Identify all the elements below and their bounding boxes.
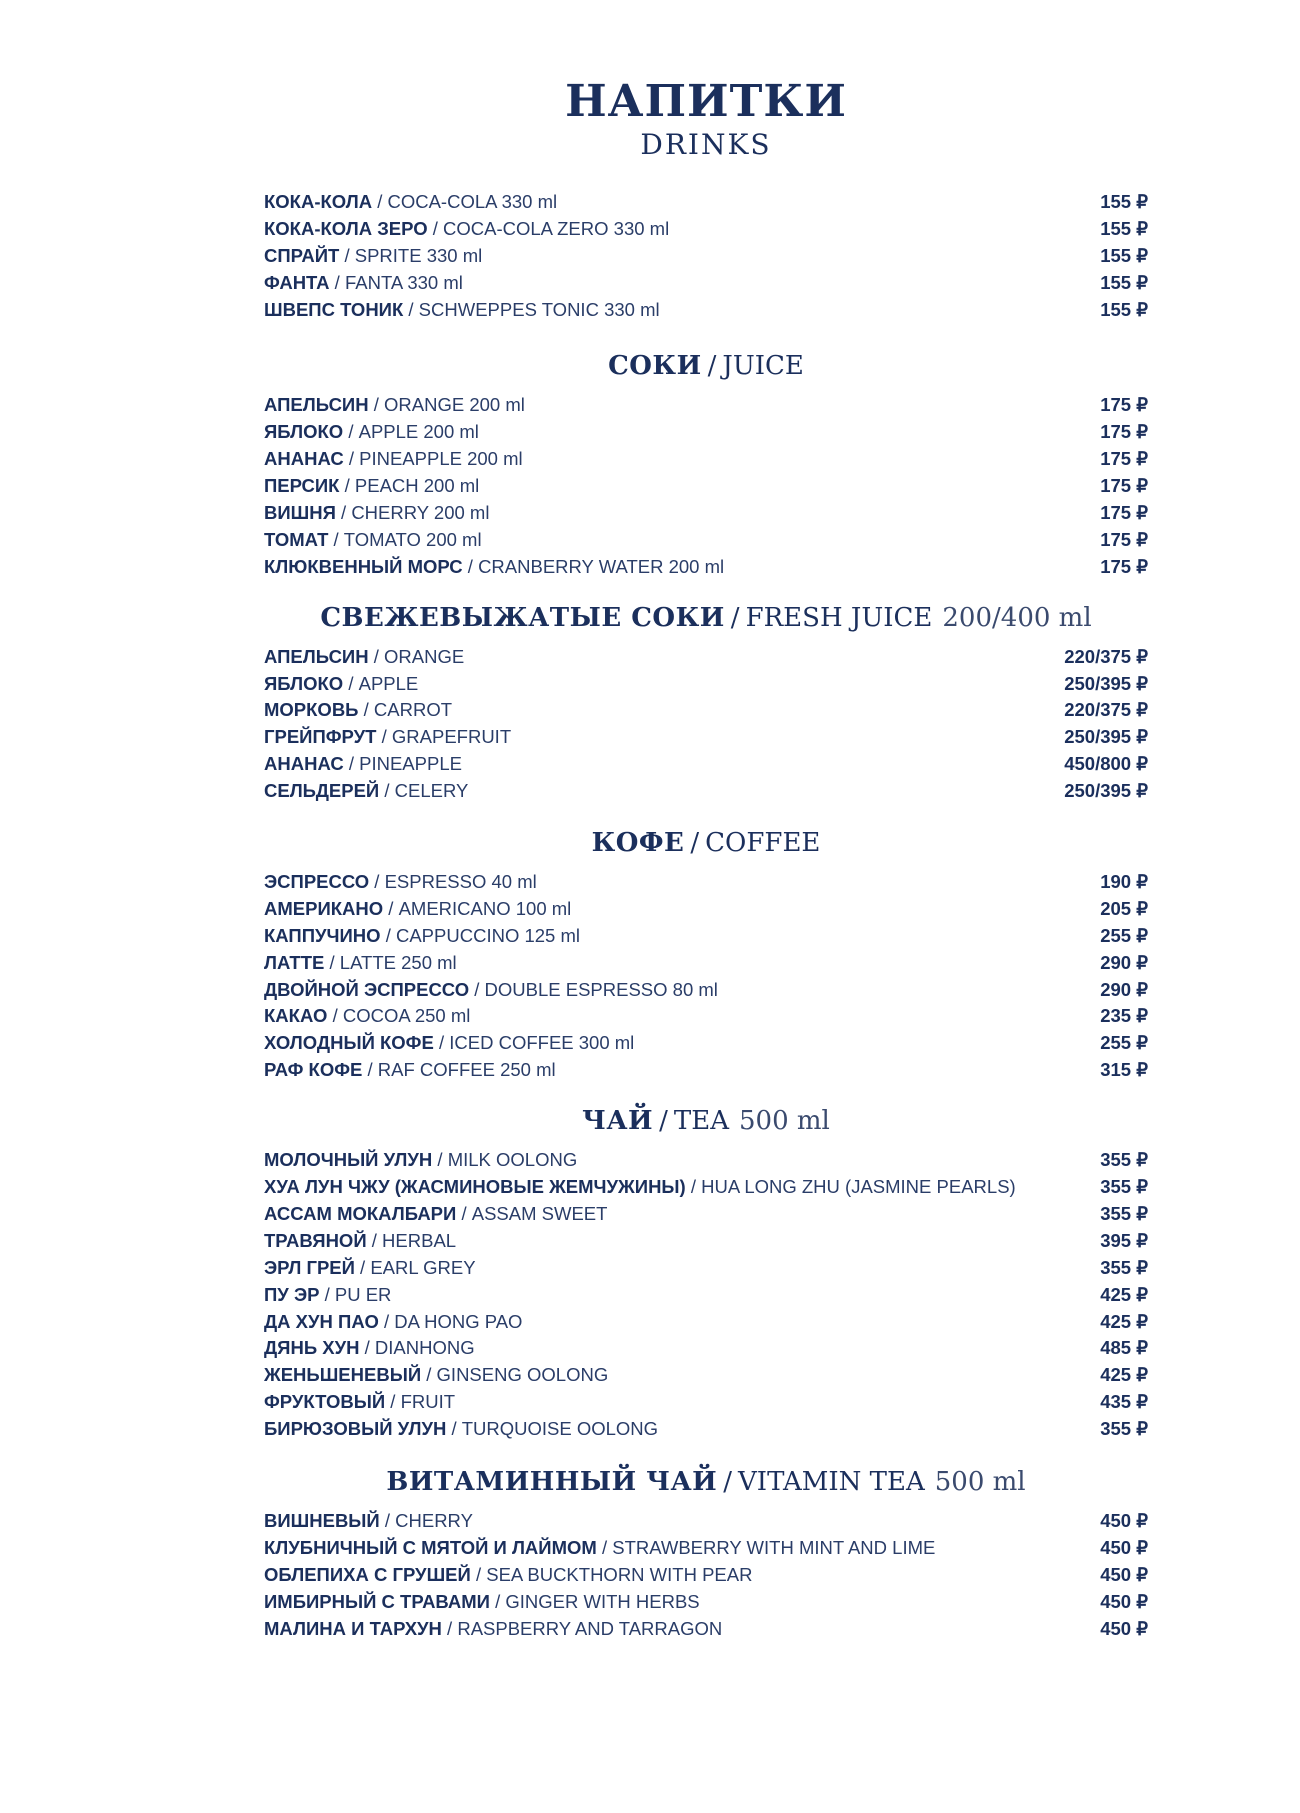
item-list — [264, 644, 1148, 805]
section-title-ru: ВИТАМИННЫЙ ЧАЙ — [386, 1466, 718, 1497]
menu-item — [264, 1030, 1148, 1057]
item-name-ru: ПЕРСИК — [264, 475, 340, 497]
item-price: 255 ₽ — [1100, 1032, 1148, 1054]
menu-item — [264, 644, 1148, 671]
item-name-ru: АССАМ МОКАЛБАРИ — [264, 1202, 457, 1224]
item-name-ru: АНАНАС — [264, 448, 344, 470]
section-title-ru: ЧАЙ — [582, 1106, 654, 1137]
section-title-separator: / — [690, 828, 700, 859]
section-coffee — [264, 827, 1148, 1084]
menu-item — [264, 923, 1148, 950]
menu-page — [264, 78, 1148, 1642]
item-name-en: / GRAPEFRUIT — [376, 726, 512, 748]
item-name-ru: ОБЛЕПИХА С ГРУШЕЙ — [264, 1563, 471, 1585]
item-name-ru: АПЕЛЬСИН — [264, 645, 369, 667]
item-name-en: / TURQUOISE OOLONG — [446, 1418, 659, 1440]
item-name-ru: БИРЮЗОВЫЙ УЛУН — [264, 1418, 447, 1440]
menu-item — [264, 869, 1148, 896]
section-volume: 500 ml — [934, 1466, 1026, 1497]
item-name-ru: АНАНАС — [264, 753, 344, 775]
item-price: 450 ₽ — [1100, 1563, 1148, 1585]
item-name-ru: ШВЕПС ТОНИК — [264, 298, 404, 320]
item-price: 450/800 ₽ — [1064, 753, 1148, 775]
menu-item — [264, 554, 1148, 581]
item-name-en: / TOMATO 200 ml — [328, 528, 482, 550]
menu-title-en: DRINKS — [640, 128, 772, 161]
item-name-en: / EARL GREY — [354, 1256, 476, 1278]
item-price: 425 ₽ — [1100, 1283, 1148, 1305]
item-price: 450 ₽ — [1100, 1617, 1148, 1639]
menu-item — [264, 1589, 1148, 1616]
menu-item — [264, 473, 1148, 500]
item-name-ru: КАППУЧИНО — [264, 924, 381, 946]
item-name-en: / FRUIT — [385, 1391, 456, 1413]
item-name-en: / DA HONG PAO — [378, 1310, 523, 1332]
item-name-en: / GINGER WITH HERBS — [489, 1590, 700, 1612]
menu-title-ru: НАПИТКИ — [565, 76, 847, 127]
item-name-ru: МОРКОВЬ — [264, 699, 359, 721]
menu-item — [264, 216, 1148, 243]
item-name-ru: ФРУКТОВЫЙ — [264, 1391, 386, 1413]
item-price: 450 ₽ — [1100, 1509, 1148, 1531]
item-name-ru: ГРЕЙПФРУТ — [264, 726, 377, 748]
item-list — [264, 392, 1148, 580]
menu-item — [264, 1201, 1148, 1228]
item-price: 425 ₽ — [1100, 1364, 1148, 1386]
item-price: 155 ₽ — [1100, 217, 1148, 239]
item-name-ru: ЛАТТЕ — [264, 951, 325, 973]
item-name-ru: МОЛОЧНЫЙ УЛУН — [264, 1149, 433, 1171]
item-price: 255 ₽ — [1100, 924, 1148, 946]
item-name-ru: КОКА-КОЛА ЗЕРО — [264, 217, 428, 239]
menu-item — [264, 419, 1148, 446]
item-name-ru: КЛЮКВЕННЫЙ МОРС — [264, 555, 463, 577]
item-name-en: / ASSAM SWEET — [456, 1202, 608, 1224]
menu-item — [264, 1282, 1148, 1309]
item-name-en: / APPLE 200 ml — [343, 421, 479, 443]
menu-item — [264, 1057, 1148, 1084]
item-price: 175 ₽ — [1100, 394, 1148, 416]
menu-item — [264, 500, 1148, 527]
item-name-en: / LATTE 250 ml — [324, 951, 457, 973]
item-name-en: / RASPBERRY AND TARRAGON — [441, 1617, 723, 1639]
item-name-ru: КОКА-КОЛА — [264, 191, 378, 212]
item-name-en: / PEACH 200 ml — [339, 475, 480, 497]
section-title-en: JUICE — [722, 351, 804, 382]
menu-item — [264, 1362, 1148, 1389]
item-name-en: / CRANBERRY WATER 200 ml — [462, 555, 725, 577]
item-price: 355 ₽ — [1100, 1202, 1148, 1224]
item-name-ru: ЭРЛ ГРЕЙ — [264, 1256, 355, 1278]
item-name-en: / FANTA 330 ml — [329, 271, 463, 293]
item-name-en: / CAPPUCCINO 125 ml — [380, 924, 580, 946]
item-name-en: / CHERRY 200 ml — [335, 502, 490, 524]
menu-item — [264, 1616, 1148, 1643]
menu-item — [264, 270, 1148, 297]
item-name-en: / MILK OOLONG — [432, 1149, 578, 1171]
menu-item — [264, 724, 1148, 751]
item-name-en: / ESPRESSO 40 ml — [369, 871, 537, 893]
item-price: 220/375 ₽ — [1064, 645, 1148, 667]
item-list — [264, 1147, 1148, 1443]
section-heading — [264, 350, 1148, 382]
item-name-en: / CHERRY — [379, 1509, 473, 1531]
section-volume: 500 ml — [738, 1106, 830, 1137]
section-juice — [264, 350, 1148, 580]
item-name-en: / PU ER — [319, 1283, 392, 1305]
menu-item — [264, 1416, 1148, 1443]
item-price: 235 ₽ — [1100, 1005, 1148, 1027]
section-heading — [264, 1466, 1148, 1498]
section-title-separator: / — [730, 602, 740, 633]
item-name-ru: ИМБИРНЫЙ С ТРАВАМИ — [264, 1590, 490, 1612]
item-price: 290 ₽ — [1100, 951, 1148, 973]
item-price: 355 ₽ — [1100, 1418, 1148, 1440]
item-name-en: / RAF COFFEE 250 ml — [362, 1059, 556, 1081]
item-name-en: / ORANGE 200 ml — [368, 394, 525, 416]
section-vitamin-tea — [264, 1466, 1148, 1642]
menu-item — [264, 697, 1148, 724]
item-name-ru: ЯБЛОКО — [264, 421, 344, 443]
item-price: 355 ₽ — [1100, 1256, 1148, 1278]
menu-item — [264, 1309, 1148, 1336]
item-name-en: / COCA-COLA ZERO 330 ml — [427, 217, 670, 239]
menu-item — [264, 977, 1148, 1004]
item-price: 425 ₽ — [1100, 1310, 1148, 1332]
item-price: 175 ₽ — [1100, 475, 1148, 497]
section-title-ru: СОКИ — [608, 351, 702, 382]
section-heading — [264, 827, 1148, 859]
item-price: 175 ₽ — [1100, 528, 1148, 550]
item-name-ru: ЭСПРЕССО — [264, 871, 370, 893]
item-name-ru: СЕЛЬДЕРЕЙ — [264, 780, 380, 802]
item-name-ru: ЖЕНЬШЕНЕВЫЙ — [264, 1364, 422, 1386]
item-name-ru: РАФ КОФЕ — [264, 1059, 363, 1081]
item-name-ru: ДА ХУН ПАО — [264, 1310, 379, 1332]
item-name-ru: МАЛИНА И ТАРХУН — [264, 1617, 442, 1639]
section-volume: 200/400 ml — [942, 602, 1092, 633]
item-price: 155 ₽ — [1100, 271, 1148, 293]
item-name-ru: ТОМАТ — [264, 528, 329, 550]
item-name-ru: СПРАЙТ — [264, 244, 340, 266]
item-name-en: / STRAWBERRY WITH MINT AND LIME — [596, 1536, 936, 1558]
item-price: 175 ₽ — [1100, 421, 1148, 443]
item-list — [264, 869, 1148, 1084]
section-heading — [264, 1105, 1148, 1137]
menu-item — [264, 527, 1148, 554]
item-name-ru: КЛУБНИЧНЫЙ С МЯТОЙ И ЛАЙМОМ — [264, 1536, 597, 1558]
section-title-en: FRESH JUICE — [745, 602, 933, 633]
item-price: 395 ₽ — [1100, 1229, 1148, 1251]
menu-title — [264, 78, 1148, 162]
menu-item — [264, 1228, 1148, 1255]
menu-item — [264, 671, 1148, 698]
menu-item — [264, 243, 1148, 270]
menu-item — [264, 1335, 1148, 1362]
menu-item — [264, 1174, 1148, 1201]
menu-item — [264, 297, 1148, 324]
item-name-en: / SCHWEPPES TONIC 330 ml — [403, 298, 660, 320]
section-title-ru: СВЕЖЕВЫЖАТЫЕ СОКИ — [320, 602, 725, 633]
item-name-en: / AMERICANO 100 ml — [383, 897, 572, 919]
item-name-ru: ВИШНЯ — [264, 502, 336, 524]
item-name-en: / ORANGE — [368, 645, 465, 667]
item-name-en: / CELERY — [379, 780, 469, 802]
item-price: 190 ₽ — [1100, 871, 1148, 893]
item-price: 250/395 ₽ — [1064, 726, 1148, 748]
item-price: 355 ₽ — [1100, 1149, 1148, 1171]
item-name-en: / HUA LONG ZHU (JASMINE PEARLS) — [685, 1176, 1016, 1198]
item-name-en: / CARROT — [358, 699, 453, 721]
item-price: 485 ₽ — [1100, 1337, 1148, 1359]
item-price: 175 ₽ — [1100, 555, 1148, 577]
item-name-ru: АПЕЛЬСИН — [264, 394, 369, 416]
menu-item — [264, 1003, 1148, 1030]
section-tea — [264, 1105, 1148, 1443]
item-price: 250/395 ₽ — [1064, 780, 1148, 802]
item-price: 450 ₽ — [1100, 1536, 1148, 1558]
item-price: 175 ₽ — [1100, 448, 1148, 470]
item-name-en: / PINEAPPLE 200 ml — [343, 448, 523, 470]
item-price: 450 ₽ — [1100, 1590, 1148, 1612]
item-name-en: / HERBAL — [366, 1229, 457, 1251]
item-name-ru: ПУ ЭР — [264, 1283, 320, 1305]
menu-item — [264, 1389, 1148, 1416]
item-name-en: / GINSENG OOLONG — [421, 1364, 609, 1386]
item-price: 355 ₽ — [1100, 1176, 1148, 1198]
item-name-en: / APPLE — [343, 672, 419, 694]
section-title-separator: / — [707, 351, 717, 382]
section-fresh-juice — [264, 602, 1148, 805]
menu-item — [264, 1562, 1148, 1589]
item-name-ru: ХОЛОДНЫЙ КОФЕ — [264, 1032, 434, 1054]
menu-item — [264, 189, 1148, 216]
item-name-en: / COCA-COLA 330 ml — [377, 191, 558, 212]
item-price: 315 ₽ — [1100, 1059, 1148, 1081]
menu-item — [264, 751, 1148, 778]
menu-item — [264, 1508, 1148, 1535]
item-price: 175 ₽ — [1100, 502, 1148, 524]
item-name-ru: КАКАО — [264, 1005, 328, 1027]
section-title-en: COFFEE — [705, 828, 821, 859]
section-title-en: VITAMIN TEA — [738, 1466, 925, 1497]
menu-item — [264, 1255, 1148, 1282]
item-name-en: / SEA BUCKTHORN WITH PEAR — [470, 1563, 753, 1585]
item-price: 155 ₽ — [1100, 298, 1148, 320]
menu-item — [264, 392, 1148, 419]
item-name-ru: ФАНТА — [264, 271, 330, 293]
item-price: 290 ₽ — [1100, 978, 1148, 1000]
item-name-en: / COCOA 250 ml — [327, 1005, 471, 1027]
menu-item — [264, 446, 1148, 473]
section-heading — [264, 602, 1148, 634]
item-name-ru: ЯБЛОКО — [264, 672, 344, 694]
item-name-ru: ДЯНЬ ХУН — [264, 1337, 360, 1359]
item-price: 435 ₽ — [1100, 1391, 1148, 1413]
item-name-en: / SPRITE 330 ml — [339, 244, 483, 266]
item-price: 250/395 ₽ — [1064, 672, 1148, 694]
menu-item — [264, 778, 1148, 805]
item-list — [264, 1508, 1148, 1642]
item-name-en: / DOUBLE ESPRESSO 80 ml — [469, 978, 718, 1000]
item-name-en: / PINEAPPLE — [343, 753, 462, 775]
menu-item — [264, 950, 1148, 977]
section-title-separator: / — [723, 1466, 733, 1497]
item-price: 155 ₽ — [1100, 244, 1148, 266]
section-title-ru: КОФЕ — [591, 828, 685, 859]
item-price: 205 ₽ — [1100, 897, 1148, 919]
item-price: 220/375 ₽ — [1064, 699, 1148, 721]
item-list — [264, 189, 1148, 323]
section-title-separator: / — [659, 1106, 668, 1137]
menu-item — [264, 896, 1148, 923]
item-name-en: / ICED COFFEE 300 ml — [433, 1032, 635, 1054]
menu-item — [264, 1535, 1148, 1562]
item-name-ru: ТРАВЯНОЙ — [264, 1229, 367, 1251]
section-title-en: TEA — [673, 1106, 729, 1137]
item-name-en: / DIANHONG — [359, 1337, 475, 1359]
item-name-ru: ХУА ЛУН ЧЖУ (ЖАСМИНОВЫЕ ЖЕМЧУЖИНЫ) — [264, 1176, 686, 1198]
item-name-ru: АМЕРИКАНО — [264, 897, 384, 919]
item-price: 155 ₽ — [1100, 191, 1148, 212]
menu-item — [264, 1147, 1148, 1174]
item-name-ru: ДВОЙНОЙ ЭСПРЕССО — [264, 978, 470, 1000]
section-soft-drinks — [264, 189, 1148, 323]
item-name-ru: ВИШНЕВЫЙ — [264, 1509, 380, 1531]
